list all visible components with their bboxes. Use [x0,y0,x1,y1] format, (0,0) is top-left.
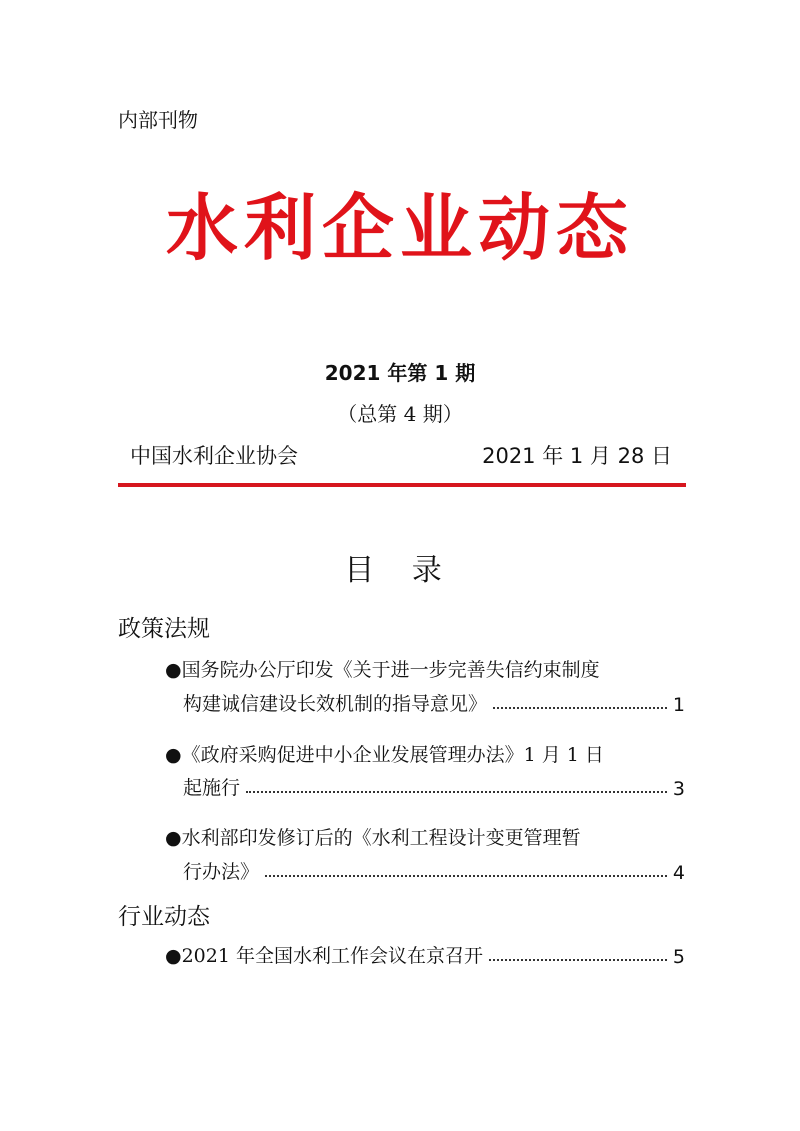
page-number: 5 [672,946,685,968]
masthead-title: 水利企业动态 [165,185,634,270]
toc-section-industry: 行业动态 [118,904,210,930]
toc-entry-text: 起施行 [183,777,241,799]
toc-entry-text: 国务院办公厅印发《关于进一步完善失信约束制度 [181,659,600,681]
dot-leader [246,791,667,793]
page-number: 3 [672,778,685,800]
total-issue-number: （总第 4 期） [337,402,463,426]
toc-title: 目 录 [344,553,456,588]
header-divider [118,483,686,487]
toc-entry-1-line2[interactable] [183,688,685,716]
dot-leader [489,959,667,961]
toc-entry-1-line1[interactable] [165,655,600,682]
toc-entry-3-line2[interactable] [183,856,685,884]
publisher-name: 中国水利企业协会 [130,444,298,468]
bullet-icon: ● [165,659,182,681]
dot-leader [265,875,667,877]
issue-number: 2021 年第 1 期 [324,361,476,385]
toc-entry-3-line1[interactable] [165,823,581,850]
toc-entry-text: 水利部印发修订后的《水利工程设计变更管理暂 [181,827,581,849]
toc-entry-2-line2[interactable] [183,772,685,800]
toc-entry-text: 构建诚信建设长效机制的指导意见》 [183,693,488,715]
toc-entry-text: 行办法》 [183,861,260,883]
bullet-icon: ● [165,827,182,849]
page-number: 4 [672,862,685,884]
toc-entry-text: 2021 年全国水利工作会议在京召开 [181,945,483,967]
toc-entry-4[interactable] [165,940,685,968]
toc-section-policy: 政策法规 [118,616,210,642]
dot-leader [493,707,667,709]
toc-entry-text: 《政府采购促进中小企业发展管理办法》1 月 1 日 [181,744,604,766]
bullet-icon: ● [165,945,182,967]
bullet-icon: ● [165,744,182,766]
toc-entry-2-line1[interactable] [165,740,604,767]
internal-publication-label: 内部刊物 [118,108,198,132]
publication-date: 2021 年 1 月 28 日 [482,444,672,468]
page-number: 1 [672,694,685,716]
